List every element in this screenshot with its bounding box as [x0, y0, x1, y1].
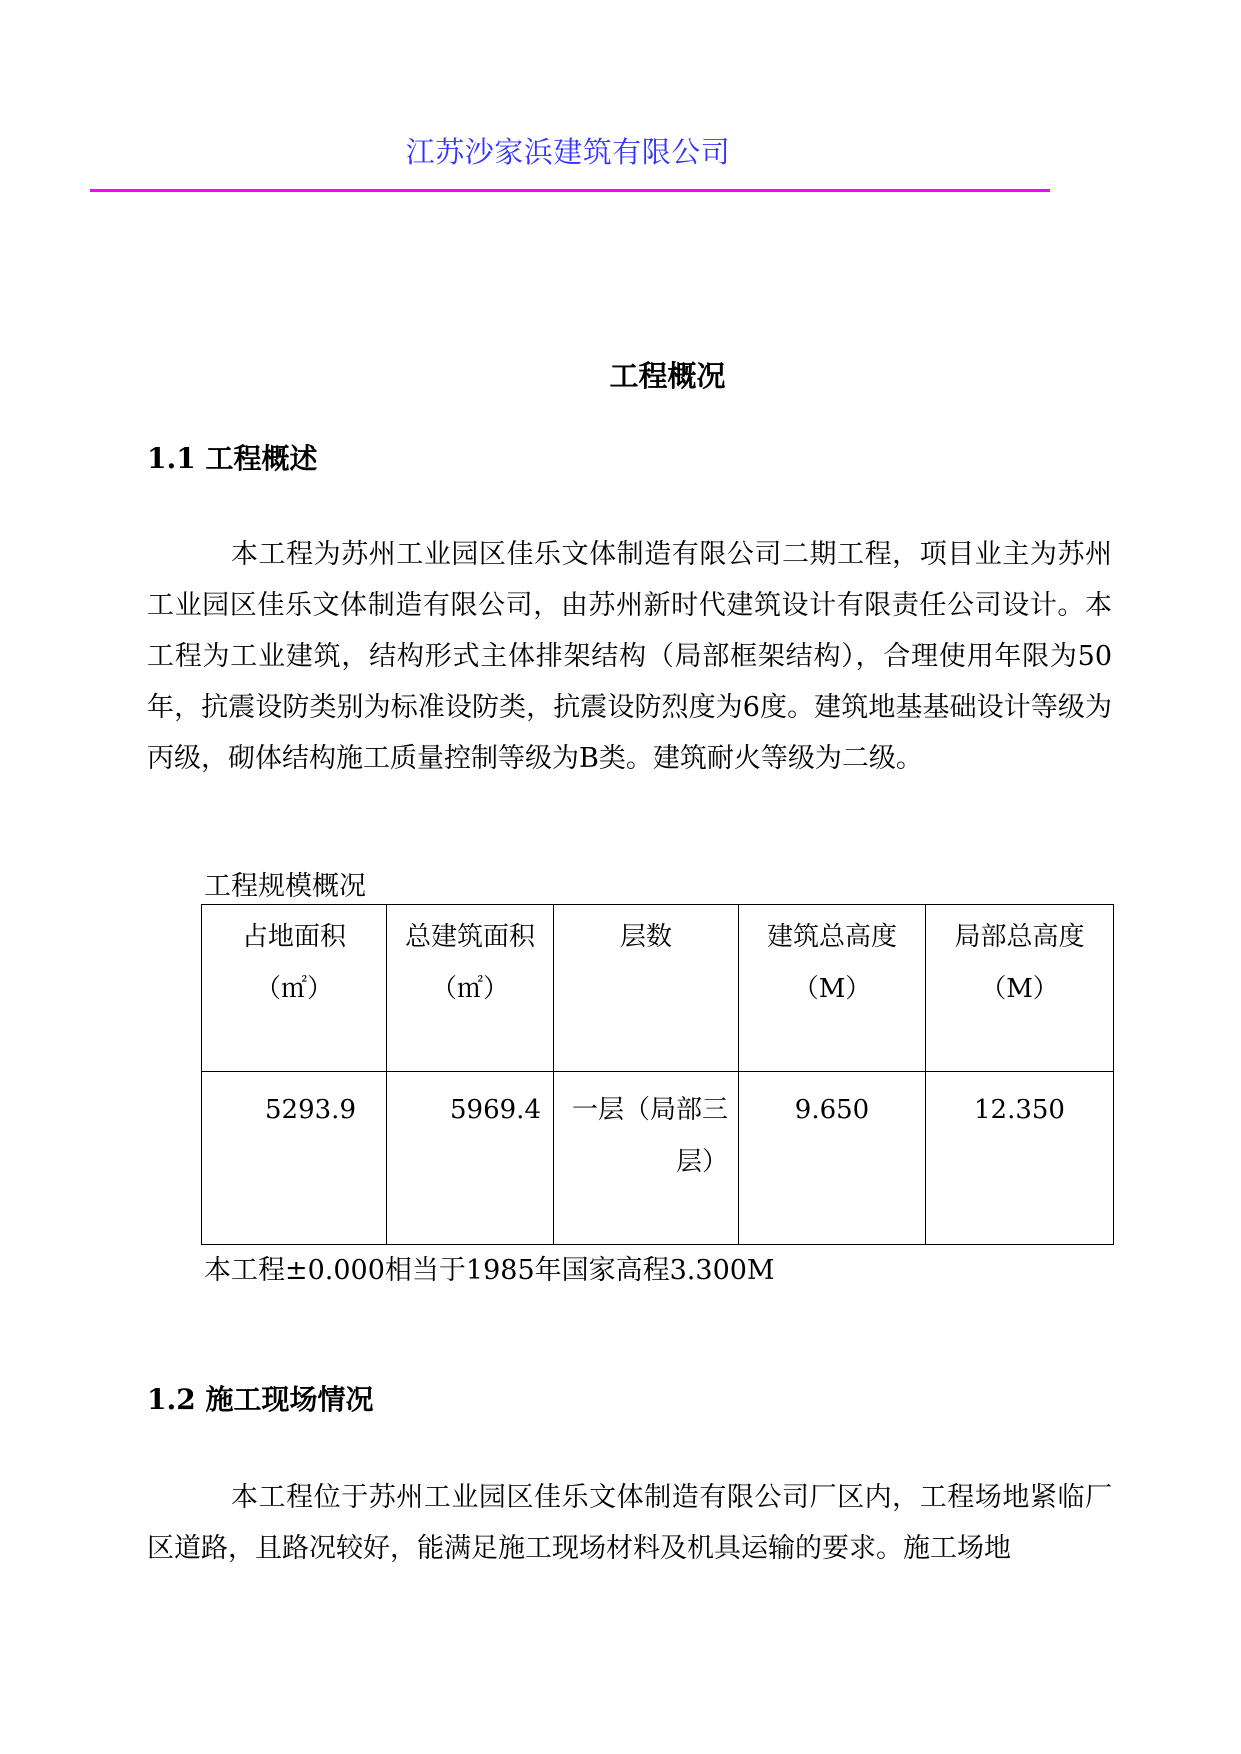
table-caption: 工程规模概况: [204, 871, 366, 902]
header-site-area: 占地面积（㎡）: [202, 905, 387, 1072]
company-header: 江苏沙家浜建筑有限公司: [405, 135, 731, 169]
section-heading-site: 1.2 施工现场情况: [147, 1383, 374, 1416]
cell-storeys: 一层（局部三层）: [554, 1072, 739, 1245]
table-row: [202, 1072, 1114, 1245]
document-title: 工程概况: [609, 359, 726, 393]
cell-total-floor-area: 5969.4: [387, 1072, 554, 1245]
cell-site-area: 5293.9: [202, 1072, 387, 1245]
cell-building-height: 9.650: [739, 1072, 926, 1245]
table-header-row: [202, 905, 1114, 1072]
header-storeys: 层数: [554, 905, 739, 1072]
header-divider: [90, 189, 1050, 192]
cell-local-height: 12.350: [926, 1072, 1114, 1245]
section-heading-overview: 1.1 工程概述: [147, 442, 318, 475]
header-local-height: 局部总高度（M）: [926, 905, 1114, 1072]
header-total-floor-area: 总建筑面积（㎡）: [387, 905, 554, 1072]
elevation-note: 本工程±0.000相当于1985年国家高程3.300M: [204, 1255, 775, 1286]
site-paragraph: 本工程位于苏州工业园区佳乐文体制造有限公司厂区内，工程场地紧临厂区道路，且路况较好，能满足施工现场材料及机具运输的要求。施工场地: [147, 1482, 1112, 1564]
project-scale-table: [201, 904, 1114, 1245]
overview-paragraph: 本工程为苏州工业园区佳乐文体制造有限公司二期工程，项目业主为苏州工业园区佳乐文体制造有限公司，由苏州新时代建筑设计有限责任公司设计。本工程为工业建筑，结构形式主体排架结构（局部框架结构），合理使用年限为50年，抗震设防类别为标准设防类，抗震设防烈度为6度。建筑地基基础设计等级为丙级，砌体结构施工质量控制等级为B类。建筑耐火等级为二级。: [147, 539, 1112, 774]
header-building-height: 建筑总高度（M）: [739, 905, 926, 1072]
